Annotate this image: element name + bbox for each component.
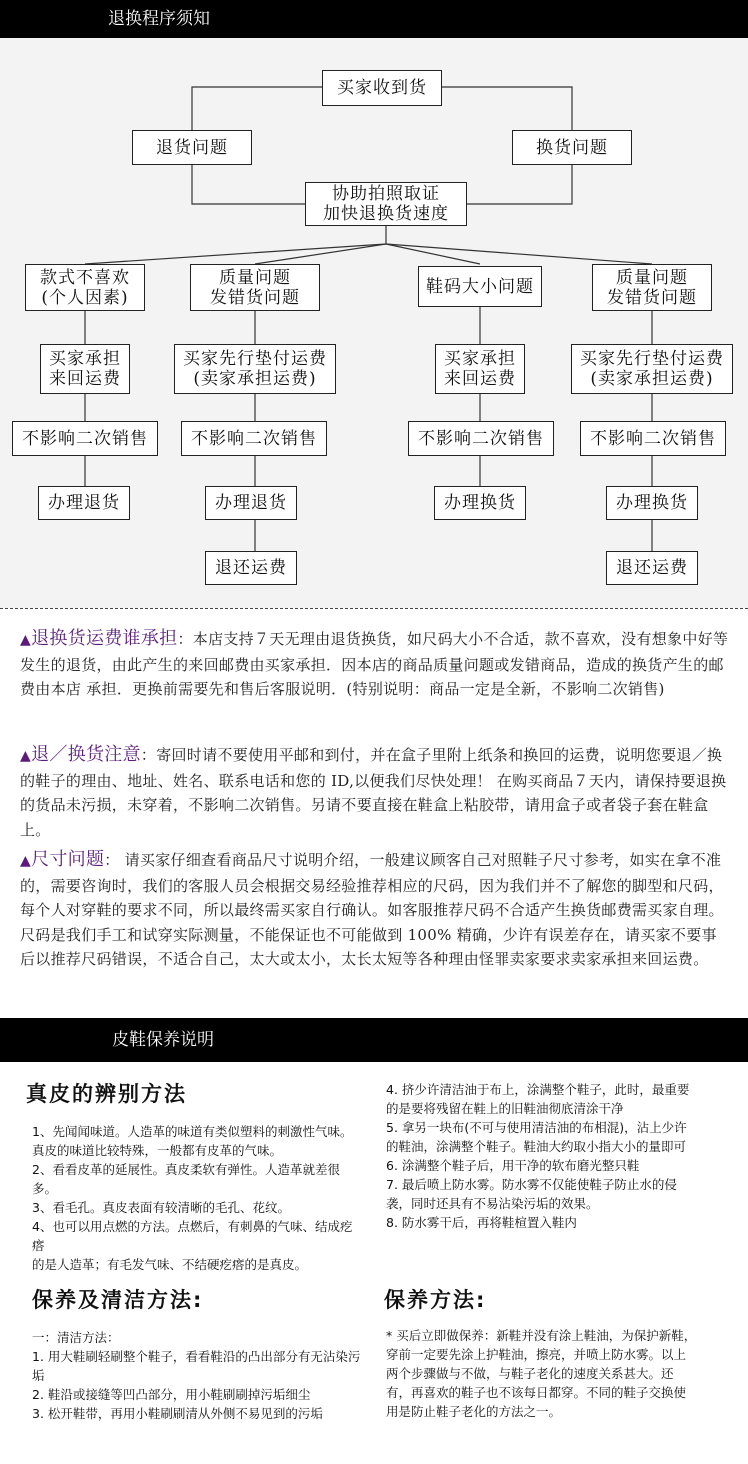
flow-buyer-pays-right: 买家承担 来回运费 <box>435 344 525 394</box>
flow-buyer-received: 买家收到货 <box>322 70 442 106</box>
connector-exchange-assist <box>467 162 572 204</box>
flow-return-issue: 退货问题 <box>132 130 252 165</box>
flow-no-affect-2: 不影响二次销售 <box>181 421 327 456</box>
connector-fan-4 <box>386 244 652 264</box>
note-shipping-cost-body: ：本店支持７天无理由退货换货，如尺码大小不合适，款不喜欢，没有想象中好等发生的退货，由此产生的来回邮费由买家承担．因本店的商品质量问题或发错商品，造成的换货产生的邮费由本店 承担．更换前需要先和售后客服说明．(特别说明：商品一定是全新，不影响二次销售) <box>20 630 729 698</box>
care-steps-body: 4. 挤少许清洁油于布上，涂满整个鞋子，此时，最重要的是要将残留在鞋上的旧鞋油彻底清涂干净 5. 拿另一块布(不可与使用清洁油的布相混)，沾上少许的鞋油，涂满整个鞋子。鞋油大约取小指大小的量即可 6. 涂满整个鞋子后，用干净的软布磨光整只鞋 7. 最后喷上防水雾。防水雾不仅能使鞋子防止水的侵袭，同时还具有不易沾染污垢的效果。 8. 防水雾干后，再将鞋楦置入鞋内 <box>386 1082 690 1230</box>
flow-buyer-advance-right: 买家先行垫付运费 (卖家承担运费) <box>571 344 733 394</box>
genuine-leather-body: 1、先闻闻味道。人造革的味道有类似塑料的刺激性气味。 真皮的味道比较特殊，一般都有皮革的气味。 2、看看皮革的延展性。真皮柔软有弹性。人造革就差很多。 3、看毛孔。真皮表面有较清晰的毛孔、花纹。 4、也可以用点燃的方法。点燃后，有刺鼻的气味、结成疙瘩 的是人造革；有毛发气味、不结硬疙瘩的是真皮。 <box>32 1124 353 1272</box>
notes-section <box>0 610 748 1018</box>
flow-quality-right: 质量问题 发错货问题 <box>592 264 712 311</box>
note-size-title: 尺寸问题 <box>31 849 105 870</box>
note-return-exchange-title: 退／换货注意 <box>31 744 141 765</box>
care-method-body: * 买后立即做保养：新鞋并没有涂上鞋油，为保护新鞋，穿前一定要先涂上护鞋油，擦亮，并喷上防水雾。以上两个步骤做与不做，与鞋子老化的速度关系甚大。还有，再喜欢的鞋子也不该每日都穿。不同的鞋子交换使用是防止鞋子老化的方法之一。 <box>386 1328 697 1419</box>
flow-do-exchange-1: 办理换货 <box>434 486 526 520</box>
return-process-section <box>0 0 748 608</box>
flow-refund-shipping-2: 退还运费 <box>606 551 698 585</box>
flow-buyer-advance-left: 买家先行垫付运费 (卖家承担运费) <box>174 344 336 394</box>
flow-size-issue: 鞋码大小问题 <box>418 266 542 307</box>
flow-assist-photo: 协助拍照取证 加快退换货速度 <box>305 182 467 226</box>
flow-dislike-style: 款式不喜欢 (个人因素) <box>25 264 145 311</box>
note-size-body: ： 请买家仔细查看商品尺寸说明介绍，一般建议顾客自己对照鞋子尺寸参考，如实在拿不准的，需要咨询时，我们的客服人员会根据交易经验推荐相应的尺码，因为我们并不了解您的脚型和尺码，每个人对穿鞋的要求不同，所以最终需买家自行确认。如客服推荐尺码不合适产生换货邮费需买家自理。尺码是我们手工和试穿实际测量，不能保证也不可能做到 100% 精确，少许有误差存在，请买家不要事后以推荐尺码错误，不适合自己，太大或太小，太长太短等各种理由怪罪卖家要求卖家承担来回运费。 <box>20 851 724 968</box>
genuine-leather-heading: 真皮的辨别方法 <box>26 1082 187 1106</box>
flow-no-affect-4: 不影响二次销售 <box>580 421 726 456</box>
clean-method-body: 一：清洁方法： 1. 用大鞋刷轻刷整个鞋子，看看鞋沿的凸出部分有无沾染污垢 2. 鞋沿或接缝等凹凸部分，用小鞋刷刷掉污垢细尘 3. 松开鞋带，再用小鞋刷刷清从外侧不易见到的污垢 <box>32 1330 361 1421</box>
note-shipping-cost <box>20 627 732 702</box>
flow-do-return-1: 办理退货 <box>38 486 130 520</box>
note-return-exchange-body: ：寄回时请不要使用平邮和到付，并在盒子里附上纸条和换回的运费，说明您要退／换的鞋子的理由、地址、姓名、联系电话和您的 ID,以便我们尽快处理！ 在购买商品７天内，请保持要退换的货品未污损，未穿着，不影响二次销售。另请不要直接在鞋盒上粘胶带，请用盒子或者袋子套在鞋盒上。 <box>20 746 727 839</box>
shoe-care-header <box>0 1018 748 1062</box>
flow-no-affect-3: 不影响二次销售 <box>408 421 554 456</box>
triangle-icon: ▲ <box>20 853 32 869</box>
shoe-care-section <box>0 1062 748 1464</box>
flow-do-exchange-2: 办理换货 <box>606 486 698 520</box>
section-divider <box>0 608 748 609</box>
triangle-icon: ▲ <box>20 632 32 648</box>
flow-quality-left: 质量问题 发错货问题 <box>190 264 320 311</box>
clean-method-heading: 保养及清洁方法: <box>32 1288 204 1312</box>
connector-received-exchange <box>442 87 572 132</box>
connector-return-assist <box>192 162 305 204</box>
note-return-exchange <box>20 743 732 842</box>
return-process-title: 退换程序须知 <box>108 9 210 29</box>
connector-fan-1 <box>85 244 386 264</box>
flow-no-affect-1: 不影响二次销售 <box>12 421 158 456</box>
flow-do-return-2: 办理退货 <box>205 486 297 520</box>
triangle-icon: ▲ <box>20 748 32 764</box>
connector-received-return <box>192 87 322 132</box>
connector-fan-2 <box>255 244 386 264</box>
flow-exchange-issue: 换货问题 <box>512 130 632 165</box>
care-method-heading: 保养方法: <box>384 1288 487 1312</box>
flow-refund-shipping-1: 退还运费 <box>205 551 297 585</box>
flow-buyer-pays-left: 买家承担 来回运费 <box>40 344 130 394</box>
note-shipping-cost-title: 退换货运费谁承担 <box>31 628 178 649</box>
shoe-care-title: 皮鞋保养说明 <box>112 1030 214 1050</box>
note-size <box>20 848 732 972</box>
